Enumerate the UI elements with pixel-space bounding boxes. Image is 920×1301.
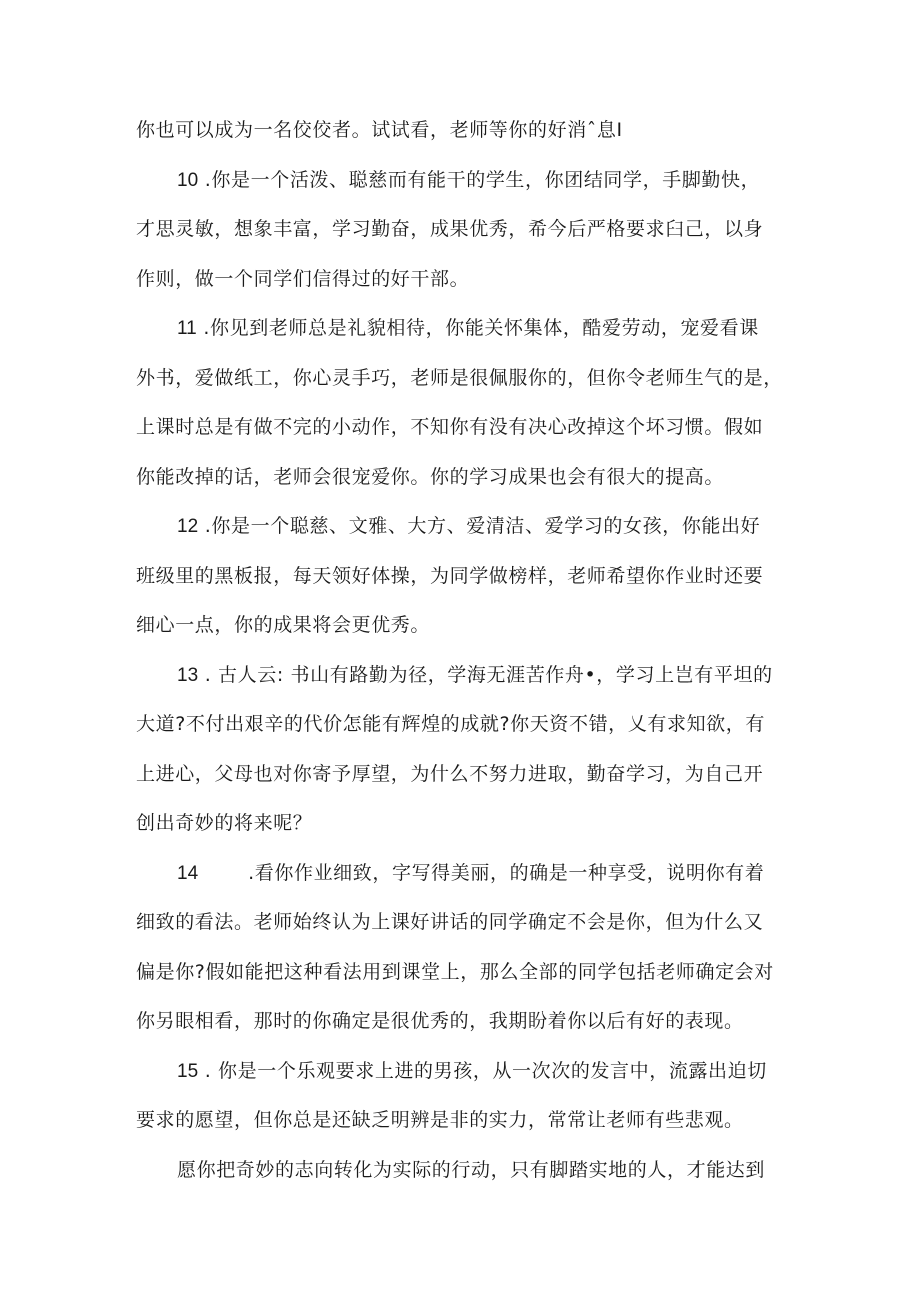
text-line: 作则，做一个同学们信得过的好干部。: [136, 267, 470, 290]
text-line: 细致的看法。老师始终认为上课好讲话的同学确定不会是你，但为什么又: [136, 911, 764, 933]
item-12-paragraph: [136, 502, 786, 651]
item-number: 13: [177, 664, 199, 686]
text-line: 细心一点，你的成果将会更优秀。: [136, 614, 431, 636]
text-line: 才思灵敏，想象丰富，学习勤奋，成果优秀，希今后严格要求臼己，以身: [136, 218, 764, 240]
text-line: [136, 304, 786, 354]
item-text: .你见到老师总是礼貌相待，你能关怀集体，酷爱劳动，宠爱看课: [203, 317, 759, 339]
text-line: [136, 502, 786, 552]
item-10-paragraph: [136, 156, 786, 305]
text-line: 上进心，父母也对你寄予厚望，为什么不努力进取，勤奋学习，为自己开: [136, 762, 764, 785]
text-line: 要求的愿望，但你总是还缺乏明辨是非的实力，常常让老师有些悲观。: [136, 1109, 744, 1131]
document-body: [136, 106, 786, 1195]
item-number: 11: [177, 318, 197, 339]
item-11-paragraph: [136, 304, 786, 502]
text-line: 上课时总是有做不完的小动作，不知你有没有决心改掉这个坏习惯。假如: [136, 416, 764, 438]
item-text: .你是一个聪慈、文雅、大方、爱清洁、爱学习的女孩，你能出好: [204, 515, 761, 537]
item-text: . 古人云: 书山有路勤为径，学海无涯苦作舟•，学习上岂有平坦的: [204, 663, 773, 686]
intro-paragraph: [136, 106, 786, 156]
item-number: 12: [177, 516, 199, 537]
text-line: 外书，爱做纸工，你心灵手巧，老师是很佩服你的，但你令老师生气的是，: [136, 366, 783, 389]
text-line: [136, 1047, 786, 1097]
text-line: [136, 156, 786, 206]
text-line: 班级里的黑板报，每天领好体操，为同学做榜样，老师希望你作业时还要: [136, 564, 764, 587]
text-line: 愿你把奇妙的志向转化为实际的行动，只有脚踏实地的人，才能达到: [177, 1158, 766, 1181]
text-line: 你另眼相看，那时的你确定是很优秀的，我期盼着你以后有好的表现。: [136, 1010, 744, 1032]
item-13-paragraph: [136, 651, 786, 849]
item-14-paragraph: [136, 849, 786, 1047]
item-text: .看你作业细致，字写得美丽，的确是一种享受，说明你有着: [248, 861, 765, 884]
item-number: 15: [177, 1060, 199, 1082]
text-line: 大道?不付出艰辛的代价怎能有辉煌的成就?你天资不错，乂有求知欲，有: [136, 713, 765, 735]
item-text: . 你是一个乐观要求上进的男孩，从一次次的发言中，流露出迫切: [204, 1059, 767, 1082]
item-number: 10: [177, 169, 199, 191]
text-line: [136, 849, 786, 899]
text-line: 偏是你?假如能把这种看法用到课堂上，那么全部的同学包括老师确定会对: [136, 960, 774, 983]
closing-paragraph: [136, 1146, 786, 1196]
text-line: 你也可以成为一名佼佼者。试试看，老师等你的好消ˆ息I: [136, 119, 623, 141]
text-line: 创出奇妙的将来呢？: [136, 812, 313, 834]
item-number: 14: [177, 862, 199, 884]
text-line: [136, 651, 786, 701]
text-line: 你能改掉的话，老师会很宠爱你。你的学习成果也会有很大的提高。: [136, 465, 725, 488]
item-15-paragraph: [136, 1047, 786, 1146]
item-text: .你是一个活泼、聪慈而有能干的学生，你团结同学，手脚勤快，: [204, 168, 761, 191]
